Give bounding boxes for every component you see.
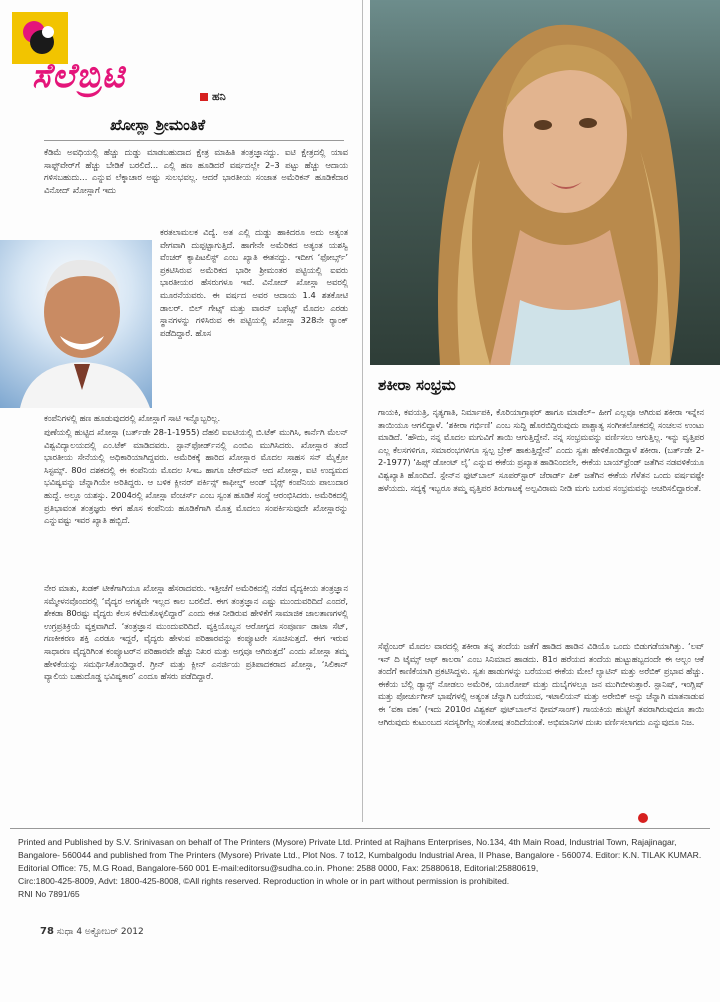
end-mark-icon	[638, 813, 648, 823]
folio	[40, 926, 144, 937]
portrait-illustration	[370, 0, 720, 365]
red-square-icon	[200, 93, 208, 101]
vinod-khosla-photo	[0, 240, 152, 408]
left-paragraph-2: ಕರತಲಾಮಲಕ ವಿದ್ಯೆ. ಅತ ಎಲ್ಲಿ ದುಡ್ಡು ಹಾಕಿದರೂ ಅದು ಅತ್ಯಂತ ವೇಗವಾಗಿ ದುಪ್ಪಟ್ಟಾಗುತ್ತಿದೆ. ಹಾಗೇನೇ ಅಮೆರಿಕದ ಅತ್ಯಂತ ಯಶಸ್ವಿ ವೆಂಚರ್ ಕ್ಯಾಪಿಟಲಿಸ್ಟ್ ಎಂಬ ಖ್ಯಾತಿ ಈತನದ್ದು. ಇದೀಗ ‘ಫೋರ್ಬ್ಸ್’ ಪ್ರಕಟಿಸಿರುವ ಅಮೆರಿಕದ ಭಾರೀ ಶ್ರೀಮಂತರ ಪಟ್ಟಿಯಲ್ಲಿ ಐವರು ಭಾರತೀಯರ ಹೆಸರುಗಳೂ ಇವೆ. ವಿನೋದ್ ಖೋಸ್ಲಾ ಅವರಲ್ಲಿ ಮೂರನೆಯವರು. ಈ ವರ್ಷದ ಅವರ ಆದಾಯ 1.4 ಶತಕೋಟಿ ಡಾಲರ್. ಬಿಲ್ ಗೇಟ್ಸ್ ಮತ್ತು ವಾರನ್ ಬಫೆಟ್ಸ್ ಮೊದಲ ಎರಡು ಸ್ಥಾನಗಳನ್ನು ಗಳಿಸಿರುವ ಈ ಪಟ್ಟಿಯಲ್ಲಿ ಖೋಸ್ಲಾ 328ನೇ ರ‍್ಯಾಂಕ್ ಪಡೆದಿದ್ದಾರೆ. ಹೊಸ	[160, 227, 348, 338]
imprint-line-2: Editorial Office: 75, M.G Road, Bangalore-560 001 E-mail:editorsu@sudha.co.in. Phone: 2588 0000, Fax: 25880618, Editorial:25880619,	[18, 863, 539, 873]
imprint-line-3: Circ:1800-425-8009, Advt: 1800-425-8008, ©All rights reserved. Reproduction in whole or in part without permission is prohibited.	[18, 876, 510, 886]
issue-date: 4 ಅಕ್ಟೋಬರ್ 2012	[76, 927, 144, 937]
left-article-headline: ಖೋಸ್ಲಾ ಶ್ರೀಮಂತಿಕೆ	[110, 116, 206, 134]
right-paragraph-2: ಸೆಪ್ಟೆಂಬರ್ ಮೊದಲ ವಾರದಲ್ಲಿ ಶಕೀರಾ ತನ್ನ ತಂದೆಯ ಜತೆಗೆ ಹಾಡಿದ ಹಾಡಿನ ವಿಡಿಯೊ ಒಂದು ಬಿಡುಗಡೆಯಾಗಿತ್ತು. ‘ಲವ್ ಇನ್ ದಿ ಟೈಮ್ಸ್ ಆಫ್ ಕಾಲರಾ’ ಎಂಬ ಸಿನಿಮಾದ ಹಾಡದು. 81ರ ಹರೆಯದ ತಂದೆಯ ಹುಟ್ಟುಹಬ್ಬದಂದೇ ಈ ಆಲ್ಬಂ ಆಕೆ ತಂದೆಗೆ ಕಾಣಿಕೆಯಾಗಿ ಪ್ರಕಟಿಸಿದ್ದಳು. ಸ್ವತಃ ಹಾಡುಗಳನ್ನು ಬರೆಯುವ ಈಕೆಯ ಮೇಲೆ ಲ್ಯಾಟಿನ್ ಮತ್ತು ಅರೆಬಿಕ್ ಪ್ರಭಾವ ಹೆಚ್ಚು. ಈಕೆಯ ಬೆಲ್ಲಿ ಡ್ಯಾನ್ಸ್ ನೋಡಲು ಅಮೆರಿಕ, ಯೂರೋಪ್ ಮತ್ತು ದುಬೈಗಳಲ್ಲೂ ಜನ ಮುಗಿಬೀಳುತ್ತಾರೆ. ಸ್ಪಾನಿಷ್, ಇಂಗ್ಲಿಷ್ ಮತ್ತು ಪೋರ್ಚುಗೀಸ್ ಭಾಷೆಗಳಲ್ಲಿ ಅತ್ಯಂತ ಚೆನ್ನಾಗಿ ಬರೆಯುವ, ಇಟಾಲಿಯನ್ ಮತ್ತು ಅರೇಬಿಕ್ ಅನ್ನು ಚೆನ್ನಾಗಿ ಮಾತನಾಡುವ ಈ ‘ವಕಾ ವಕಾ’ (ಇದು 2010ರ ವಿಶ್ವಕಪ್ ಫುಟ್‌ಬಾಲ್‌ನ ಥೀಮ್‌ಸಾಂಗ್) ಗಾಯಕಿಯ ಹುಟ್ಟಿಗೆ ತವರಾಗಿರುವುದೂ ತಾಯಿ ಆಗಿರುವುದು ಕುಟುಂಬದ ಸದಸ್ಯರಿಗೆಲ್ಲ ಸಂತೋಷ ತಂದಿದೆಯಂತೆ. ಅಭಿಮಾನಿಗಳ ದುಃಖ ವರ್ಣಿಸಲಾಗದು ಎನ್ನುವುದೂ ನಿಜ.	[378, 641, 704, 727]
author-byline	[200, 90, 226, 104]
magazine-name: ಸುಧಾ	[56, 927, 74, 937]
headline-rule	[44, 140, 344, 141]
imprint-line-4: RNI No 7891/65	[18, 889, 80, 899]
right-paragraph-1: ಗಾಯಕಿ, ಕವಯತ್ರಿ, ನೃತ್ಯಗಾತಿ, ನಿರ್ಮಾಪಕಿ, ಕೊರಿಯಾಗ್ರಾಫರ್ ಹಾಗೂ ಮಾಡೆಲ್– ಹೀಗೆ ಎಲ್ಲವೂ ಆಗಿರುವ ಶಕೀರಾ ಇನ್ನೇನ ತಾಯಿಯೂ ಆಗಲಿದ್ದಾಳೆ. ‘ಶಕೀರಾ ಗರ್ಭಿಣಿ’ ಎಂಬ ಸುದ್ದಿ ಹೊರಬಿದ್ದಿರುವುದು ಪಾಶ್ಚಾತ್ಯ ಸಂಗೀತಲೋಕದಲ್ಲಿ ಸಂಚಲನ ಉಂಟು ಮಾಡಿದೆ. ‘ಹೌದು, ನನ್ನ ಮೊದಲ ಮಗುವಿಗೆ ತಾಯಿ ಆಗುತ್ತಿದ್ದೇನೆ. ನನ್ನ ಸಂಭ್ರಮವನ್ನು ವರ್ಣಿಸಲು ಆಗುತ್ತಿಲ್ಲ. ಇನ್ನು ವೃತ್ತಿಪರ ಎಲ್ಲ ಕೆಲಸಗಳಿಗೂ, ಸಮಾರಂಭಗಳಿಗೂ ಸ್ವಲ್ಪ ಬ್ರೇಕ್ ಹಾಕುತ್ತಿದ್ದೇನೆ’ ಎಂದು ಸ್ವತಃ ಹೇಳಿಕೊಂಡಿದ್ದಾಳೆ ಶಕೀರಾ. (ಬರ್ತ್‌ಡೇ 2-2-1977) ‘ಹಿಪ್ಸ್ ಡೋಂಟ್ ಲೈ’ ಎನ್ನುವ ಈಕೆಯ ಪ್ರಖ್ಯಾತ ಹಾಡಿನಿಂದಲೇ, ಈಕೆಯ ಬಾಯ್‌ಫ್ರೆಂಡ್ ಜತೆಗಿನ ನಡವಳಿಕೆಯೂ ವಿಶ್ವಖ್ಯಾತಿ ಹೊಂದಿದೆ. ಸ್ಪೇನ್‌ನ ಫುಟ್‌ಬಾಲ್ ಸೂಪರ್‌ಸ್ಟಾರ್ ಜೆರಾರ್ಡ್ ಪಿಕ್ ಜತೆಗಿನ ಈಕೆಯ ಗೆಳೆತನ ಒಂದು ವರ್ಷವಷ್ಟೇ ಹಳೆಯದು. ಸದ್ಯಕ್ಕೆ ಇಬ್ಬರೂ ತಮ್ಮ ವೃತ್ತಿಪರ ತಿರುಗಾಟಕ್ಕೆ ಅಲ್ಪವಿರಾಮ ನೀಡಿ ಮಗು ಬರುವ ಸಂಭ್ರಮವನ್ನು ಆಚರಿಸಲಿದ್ದಾರಂತೆ.	[378, 407, 704, 493]
author-name: ಹನಿ	[212, 90, 226, 103]
left-paragraph-4: ಪುಣೆಯಲ್ಲಿ ಹುಟ್ಟಿದ ಖೋಸ್ಲಾ (ಬರ್ತ್‌ಡೇ 28-1-1955) ದೆಹಲಿ ಐಐಟಿಯಲ್ಲಿ ಬಿ.ಟೆಕ್ ಮುಗಿಸಿ, ಕಾರ್ನೆಗಿ ಮೆಲನ್ ವಿಶ್ವವಿದ್ಯಾಲಯದಲ್ಲಿ ಎಂ.ಟೆಕ್ ಮಾಡಿದವರು. ಸ್ಟಾನ್‌ಫೋರ್ಡ್‌ನಲ್ಲಿ ಎಂಬಿಎ ಮುಗಿಸಿದರು. ಖೋಸ್ಲಾರ ತಂದೆ ಭಾರತೀಯ ಸೇನೆಯಲ್ಲಿ ಅಧಿಕಾರಿಯಾಗಿದ್ದವರು. ಅಮೆರಿಕಕ್ಕೆ ಹಾರಿದ ಖೋಸ್ಲಾರ ಮೊದಲ ಸಾಹಸ ಸನ್ ಮೈಕ್ರೋ ಸಿಸ್ಟಮ್ಸ್. 80ರ ದಶಕದಲ್ಲಿ ಈ ಕಂಪೆನಿಯ ಮೊದಲ ಸಿಇಒ ಹಾಗೂ ಚೇರ್‌ಮನ್ ಆದ ಖೋಸ್ಲಾ, ಐಟಿ ಉದ್ಯಮದ ಭವಿಷ್ಯವನ್ನು ಚೆನ್ನಾಗಿಯೇ ಅರಿತಿದ್ದರು. ಆ ಬಳಿಕ ಕ್ಲೀನರ್ ಪರ್ಕಿನ್ಸ್ ಕಾಫೀಲ್ಡ್ ಅಂಡ್ ಬೈರ‍್ಸ್ ಕಂಪೆನಿಯ ಪಾಲುದಾರ ಹುದ್ದೆ. ಅಲ್ಲೂ ಯಶಸ್ಸು. 2004ರಲ್ಲಿ ಖೋಸ್ಲಾ ವೆಂಚರ್ಸ್ ಎಂಬ ಸ್ವಂತ ಹೂಡಿಕೆ ಸಂಸ್ಥೆ ಆರಂಭಿಸಿದರು. ಅಮೆರಿಕದಲ್ಲಿ ಪ್ರತಿಭಾವಂತ ತಂತ್ರಜ್ಞರು ಈಗ ಹೊಸ ಕಂಪೆನಿಯ ಹೂಡಿಕೆಗಾಗಿ ಮೊತ್ತ ಮೊದಲು ಸಂಪರ್ಕಿಸುವುದೇ ಖೋಸ್ಲಾರನ್ನು ಎನ್ನುವಷ್ಟು ಇವರ ಖ್ಯಾತಿ ಹಬ್ಬಿದೆ.	[44, 427, 348, 526]
left-paragraph-1: ಕೆಡಿಮೆ ಅವಧಿಯಲ್ಲಿ ಹೆಚ್ಚು ದುಡ್ಡು ಮಾಡಬಹುದಾದ ಕ್ಷೇತ್ರ ಮಾಹಿತಿ ತಂತ್ರಜ್ಞಾನದ್ದು. ಐಟಿ ಕ್ಷೇತ್ರದಲ್ಲಿ ಯಾವ ಸಾಫ್ಟ್‌ವೇರ್‌ಗೆ ಹೆಚ್ಚು ಬೇಡಿಕೆ ಬರಲಿದೆ... ಎಲ್ಲಿ ಹಣ ಹೂಡಿದರೆ ವರ್ಷದಲ್ಲೇ 2–3 ಪಟ್ಟು ಹೆಚ್ಚು ಆದಾಯ ಗಳಿಸಬಹುದು... ಎನ್ನುವ ಲೆಕ್ಕಾಚಾರ ಅಷ್ಟು ಸುಲಭವಲ್ಲ. ಆದರೆ ಭಾರತೀಯ ಸಂಜಾತ ಅಮೆರಿಕನ್ ಹೂಡಿಕೆದಾರ ವಿನೋದ್ ಖೋಸ್ಲಾಗೆ ಇದು	[44, 147, 348, 195]
column-divider	[362, 0, 363, 822]
right-article-headline: ಶಕೀರಾ ಸಂಭ್ರಮ	[378, 376, 456, 394]
imprint	[18, 836, 708, 901]
shakira-photo	[370, 0, 720, 365]
imprint-line-1: Printed and Published by S.V. Srinivasan on behalf of The Printers (Mysore) Private Ltd. Printed at Rajhans Enterprises, No.134, 4th Main Road, Industrial Town, Rajajinagar, Bangalore- 560044 and published from The Printers (Mysore) Private Ltd., Plot Nos. 7 to12, Kumbalgodu Industrial Area, II Phase, Bangalore - 560074. Editor: K.N. TILAK KUMAR.	[18, 837, 702, 860]
footer-rule	[10, 828, 710, 829]
page-number: 78	[40, 926, 54, 937]
portrait-illustration	[0, 240, 152, 408]
section-title: ಸೆಲೆಬ್ರಿಟಿ	[31, 56, 131, 96]
left-paragraph-5: ನೇರ ಮಾತು, ಖಡಕ್ ಟೀಕೆಗಾಗಿಯೂ ಖೋಸ್ಲಾ ಹೆಸರಾದವರು. ಇತ್ತೀಚೆಗೆ ಅಮೆರಿಕದಲ್ಲಿ ನಡೆದ ವೈದ್ಯಕೀಯ ತಂತ್ರಜ್ಞಾನ ಸಮ್ಮೇಳನವೊಂದರಲ್ಲಿ ‘ವೈದ್ಯರ ಅಗತ್ಯವೇ ಇಲ್ಲದ ಕಾಲ ಬರಲಿದೆ. ಈಗ ತಂತ್ರಜ್ಞಾನ ಎಷ್ಟು ಮುಂದುವರಿದಿದೆ ಎಂದರೆ, ಶೇಕಡಾ 80ರಷ್ಟು ವೈದ್ಯರು ಕೆಲಸ ಕಳೆದುಕೊಳ್ಳಲಿದ್ದಾರೆ’ ಎಂದು ಈತ ನೀಡಿರುವ ಹೇಳಿಕೆಗೆ ಸಾಮಾಜಿಕ ಜಾಲತಾಣಗಳಲ್ಲಿ ಉಗ್ರಪ್ರತಿಕ್ರಿಯೆ ವ್ಯಕ್ತವಾಗಿದೆ. ‘ತಂತ್ರಜ್ಞಾನ ಮುಂದುವರಿದಿದೆ. ವ್ಯಕ್ತಿಯೊಬ್ಬನ ಆರೋಗ್ಯದ ಸಂಪೂರ್ಣ ಡಾಟಾ ಸೆಟ್, ಗಣಕೀಕರಣ ಶಕ್ತಿ ಎರಡೂ ಇದ್ದರೆ, ವೈದ್ಯರು ಹೇಳುವ ಪರಿಹಾರವನ್ನು ಕಂಪ್ಯೂಟರೇ ಸೂಚಿಸುತ್ತದೆ. ಈಗ ಇರುವ ಸಾಧಾರಣ ವೈದ್ಯರಿಗಿಂತ ಕಂಪ್ಯೂಟರ್‌ನ ಪರಿಹಾರವೇ ಹೆಚ್ಚು ನಿಖರ ಮತ್ತು ಅಗ್ಗವೂ ಆಗಿರುತ್ತದೆ’ ಎಂದು ಖೋಸ್ಲಾ ತಮ್ಮ ಹೇಳಿಕೆಯನ್ನು ಸಮರ್ಥಿಸಿಕೊಂಡಿದ್ದಾರೆ. ಗ್ರೀನ್ ಮತ್ತು ಕ್ಲೀನ್ ಎನರ್ಜಿಯ ಪ್ರತಿಪಾದಕರಾದ ಖೋಸ್ಲಾ, ‘ಸಿಲಿಕಾನ್ ವ್ಯಾಲಿಯ ಬಹುದೊಡ್ಡ ಭವಿಷ್ಯಕಾರ’ ಎಂದೂ ಹೆಸರು ಪಡೆದಿದ್ದಾರೆ.	[44, 583, 348, 682]
left-paragraph-3: ಕಂಪೆನಿಗಳಲ್ಲಿ ಹಣ ಹೂಡುವುದರಲ್ಲಿ ಖೋಸ್ಲಾಗೆ ಸಾಟಿ ಇನ್ನೊಬ್ಬರಿಲ್ಲ.	[44, 413, 221, 423]
